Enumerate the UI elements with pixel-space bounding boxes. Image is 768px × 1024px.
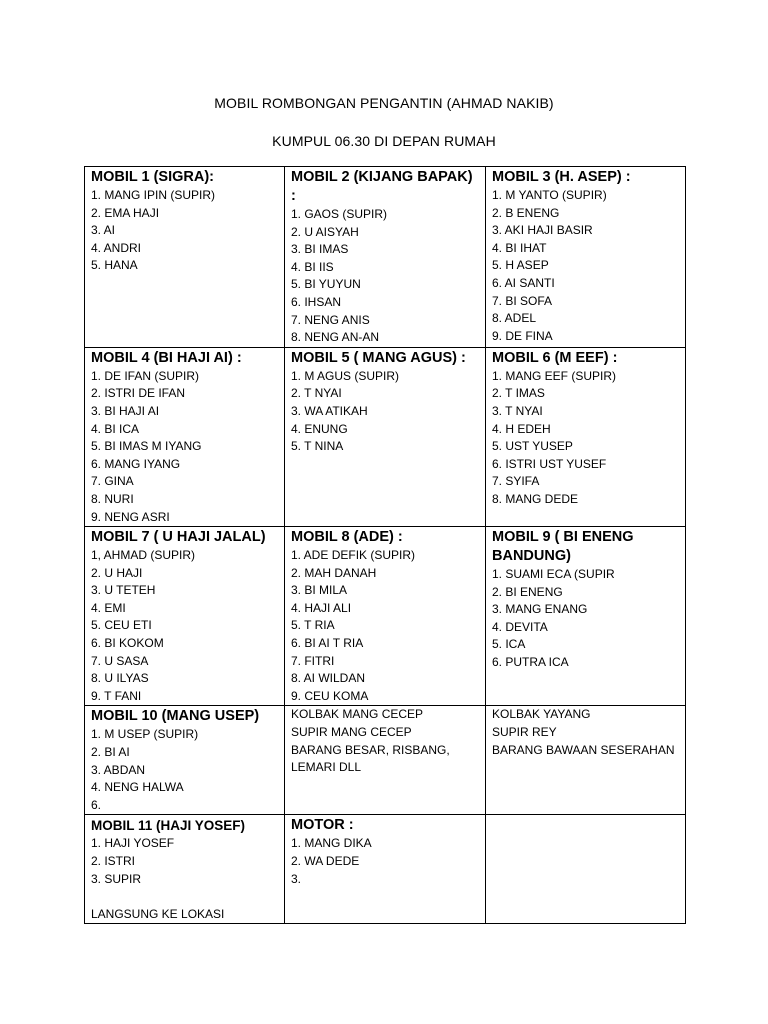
passenger-item: 2. T IMAS — [492, 386, 545, 401]
table-row — [85, 167, 686, 348]
car-heading: MOBIL 9 ( BI ENENG BANDUNG) — [492, 529, 634, 565]
passenger-item: 5. CEU ETI — [91, 618, 152, 633]
passenger-item: 2. T NYAI — [291, 386, 342, 401]
car-heading: MOBIL 6 (M EEF) : — [492, 349, 618, 366]
passenger-item: 7. NENG ANIS — [291, 312, 370, 327]
passenger-item: 3. AI — [91, 223, 116, 238]
table-row — [85, 815, 686, 924]
passenger-item: 1. DE IFAN (SUPIR) — [91, 368, 200, 383]
passenger-item: 1. MANG IPIN (SUPIR) — [91, 188, 216, 202]
passenger-item: 4. EMI — [91, 600, 126, 615]
passenger-item: 3. BI HAJI AI — [91, 403, 160, 418]
passenger-item: 4. H EDEH — [492, 421, 551, 436]
passenger-item: 5. ICA — [492, 637, 526, 652]
passenger-item: 3. WA ATIKAH — [291, 403, 368, 418]
passenger-item: 3. SUPIR — [91, 871, 142, 886]
document-subtitle: KUMPUL 06.30 DI DEPAN RUMAH — [272, 133, 496, 149]
passenger-item: 1. M AGUS (SUPIR) — [291, 368, 400, 383]
table-row — [85, 706, 686, 815]
passenger-item: 3. — [291, 871, 302, 886]
cargo-cell — [486, 706, 686, 815]
passenger-item: 6. BI KOKOM — [91, 636, 164, 651]
passenger-item: 2. U AISYAH — [291, 224, 359, 239]
passenger-item: 4. HAJI ALI — [291, 600, 352, 615]
empty-cell — [486, 815, 686, 924]
passenger-item: 4. ENUNG — [291, 421, 348, 436]
motor-cell — [285, 815, 486, 924]
passenger-item: 1. GAOS (SUPIR) — [291, 207, 388, 221]
passenger-item: 3. AKI HAJI BASIR — [492, 223, 593, 238]
passenger-item: 7. GINA — [91, 474, 134, 489]
passenger-item: 2. BI ENENG — [492, 584, 563, 599]
passenger-item: 3. BI MILA — [291, 583, 348, 598]
cargo-note: SUPIR MANG CECEP — [291, 725, 412, 740]
car-cell — [285, 167, 486, 348]
passenger-item: 5. T NINA — [291, 439, 344, 454]
passenger-item: 9. NENG ASRI — [91, 509, 170, 524]
passenger-item: 2. MAH DANAH — [291, 565, 377, 580]
car-heading: MOBIL 5 ( MANG AGUS) : — [291, 349, 466, 366]
passenger-item: 7. FITRI — [291, 653, 335, 668]
passenger-item: 2. EMA HAJI — [91, 205, 160, 220]
table-row — [85, 347, 686, 526]
passenger-item: 4. DEVITA — [492, 619, 548, 634]
passenger-item: 9. DE FINA — [492, 328, 553, 343]
passenger-item: 3. ABDAN — [91, 762, 146, 777]
passenger-item — [91, 888, 278, 906]
passenger-item: 5. BI IMAS M IYANG — [91, 439, 202, 454]
car-cell — [486, 347, 686, 526]
passenger-item: 5. UST YUSEP — [492, 439, 573, 454]
cargo-note: SUPIR REY — [492, 725, 557, 740]
passenger-item: 4. BI IIS — [291, 259, 334, 274]
passenger-item: 6. ISTRI UST YUSEF — [492, 456, 607, 471]
car-heading: MOBIL 4 (BI HAJI AI) : — [91, 349, 242, 366]
passenger-item: 3. U TETEH — [91, 583, 156, 598]
passenger-item: 1. MANG EEF (SUPIR) — [492, 368, 617, 383]
passenger-item: 9. T FANI — [91, 688, 142, 703]
cargo-note: KOLBAK YAYANG — [492, 707, 591, 722]
car-heading: MOBIL 1 (SIGRA): — [91, 169, 214, 185]
passenger-item: 2. ISTRI DE IFAN — [91, 386, 186, 401]
passenger-item: LANGSUNG KE LOKASI — [91, 906, 225, 921]
car-heading: MOBIL 2 (KIJANG BAPAK) : — [291, 169, 473, 204]
passenger-item: 2. B ENENG — [492, 205, 560, 220]
passenger-item: 6. — [91, 797, 102, 812]
passenger-item: 1. HAJI YOSEF — [91, 836, 175, 851]
car-assignment-table — [84, 166, 686, 924]
passenger-item: 5. HANA — [91, 258, 138, 273]
car-heading: MOBIL 3 (H. ASEP) : — [492, 169, 631, 185]
passenger-item: 1. SUAMI ECA (SUPIR — [492, 567, 615, 582]
passenger-item: 7. SYIFA — [492, 474, 540, 489]
cargo-note: KOLBAK MANG CECEP — [291, 707, 424, 722]
document-title: MOBIL ROMBONGAN PENGANTIN (AHMAD NAKIB) — [214, 95, 554, 111]
car-cell — [85, 706, 285, 815]
passenger-item: 5. H ASEP — [492, 258, 549, 273]
passenger-item: 3. T NYAI — [492, 403, 543, 418]
passenger-item: 5. BI YUYUN — [291, 277, 361, 292]
car-heading: MOTOR : — [291, 817, 354, 834]
car-cell — [285, 527, 486, 706]
passenger-item: 8. U ILYAS — [91, 671, 149, 686]
passenger-item: 4. NENG HALWA — [91, 780, 184, 795]
passenger-item: 1. M USEP (SUPIR) — [91, 727, 199, 742]
passenger-item: 6. BI AI T RIA — [291, 636, 364, 651]
car-cell — [85, 167, 285, 348]
passenger-item: 1, AHMAD (SUPIR) — [91, 548, 196, 563]
passenger-item: 4. BI IHAT — [492, 240, 547, 255]
passenger-item: 2. WA DEDE — [291, 854, 360, 868]
passenger-item: 7. U SASA — [91, 653, 149, 668]
car-heading: MOBIL 8 (ADE) : — [291, 529, 403, 546]
car-cell — [85, 815, 285, 924]
passenger-item: 8. NURI — [91, 491, 134, 506]
cargo-cell — [285, 706, 486, 815]
car-cell — [486, 167, 686, 348]
passenger-item: 2. BI AI — [91, 745, 130, 760]
car-heading: MOBIL 11 (HAJI YOSEF) — [91, 818, 246, 834]
passenger-item: 4. BI ICA — [91, 421, 140, 436]
cargo-note: BARANG BESAR, RISBANG, LEMARI DLL — [291, 742, 450, 775]
car-cell — [85, 527, 285, 706]
passenger-item: 9. CEU KOMA — [291, 688, 369, 703]
table-row — [85, 527, 686, 706]
cargo-note: BARANG BAWAAN SESERAHAN — [492, 742, 675, 757]
passenger-item: 5. T RIA — [291, 618, 335, 633]
car-heading: MOBIL 10 (MANG USEP) — [91, 708, 260, 725]
passenger-item: 6. AI SANTI — [492, 275, 555, 290]
passenger-item: 8. NENG AN-AN — [291, 330, 380, 345]
passenger-item: 6. IHSAN — [291, 294, 342, 309]
passenger-item: 2. ISTRI — [91, 854, 136, 868]
passenger-item: 3. BI IMAS — [291, 242, 349, 257]
passenger-item: 8. AI WILDAN — [291, 671, 366, 686]
passenger-item: 6. PUTRA ICA — [492, 655, 569, 670]
car-heading: MOBIL 7 ( U HAJI JALAL) — [91, 529, 266, 546]
car-cell — [285, 347, 486, 526]
car-cell — [486, 527, 686, 706]
passenger-item: 8. ADEL — [492, 311, 537, 326]
car-cell — [85, 347, 285, 526]
passenger-item: 3. MANG ENANG — [492, 602, 588, 617]
passenger-item: 1. M YANTO (SUPIR) — [492, 188, 607, 202]
passenger-item: 8. MANG DEDE — [492, 491, 579, 506]
passenger-item: 1. MANG DIKA — [291, 836, 372, 851]
passenger-item: 4. ANDRI — [91, 240, 142, 255]
passenger-item: 1. ADE DEFIK (SUPIR) — [291, 548, 416, 563]
passenger-item: 2. U HAJI — [91, 565, 143, 580]
passenger-item: 7. BI SOFA — [492, 293, 553, 308]
passenger-item: 6. MANG IYANG — [91, 456, 181, 471]
